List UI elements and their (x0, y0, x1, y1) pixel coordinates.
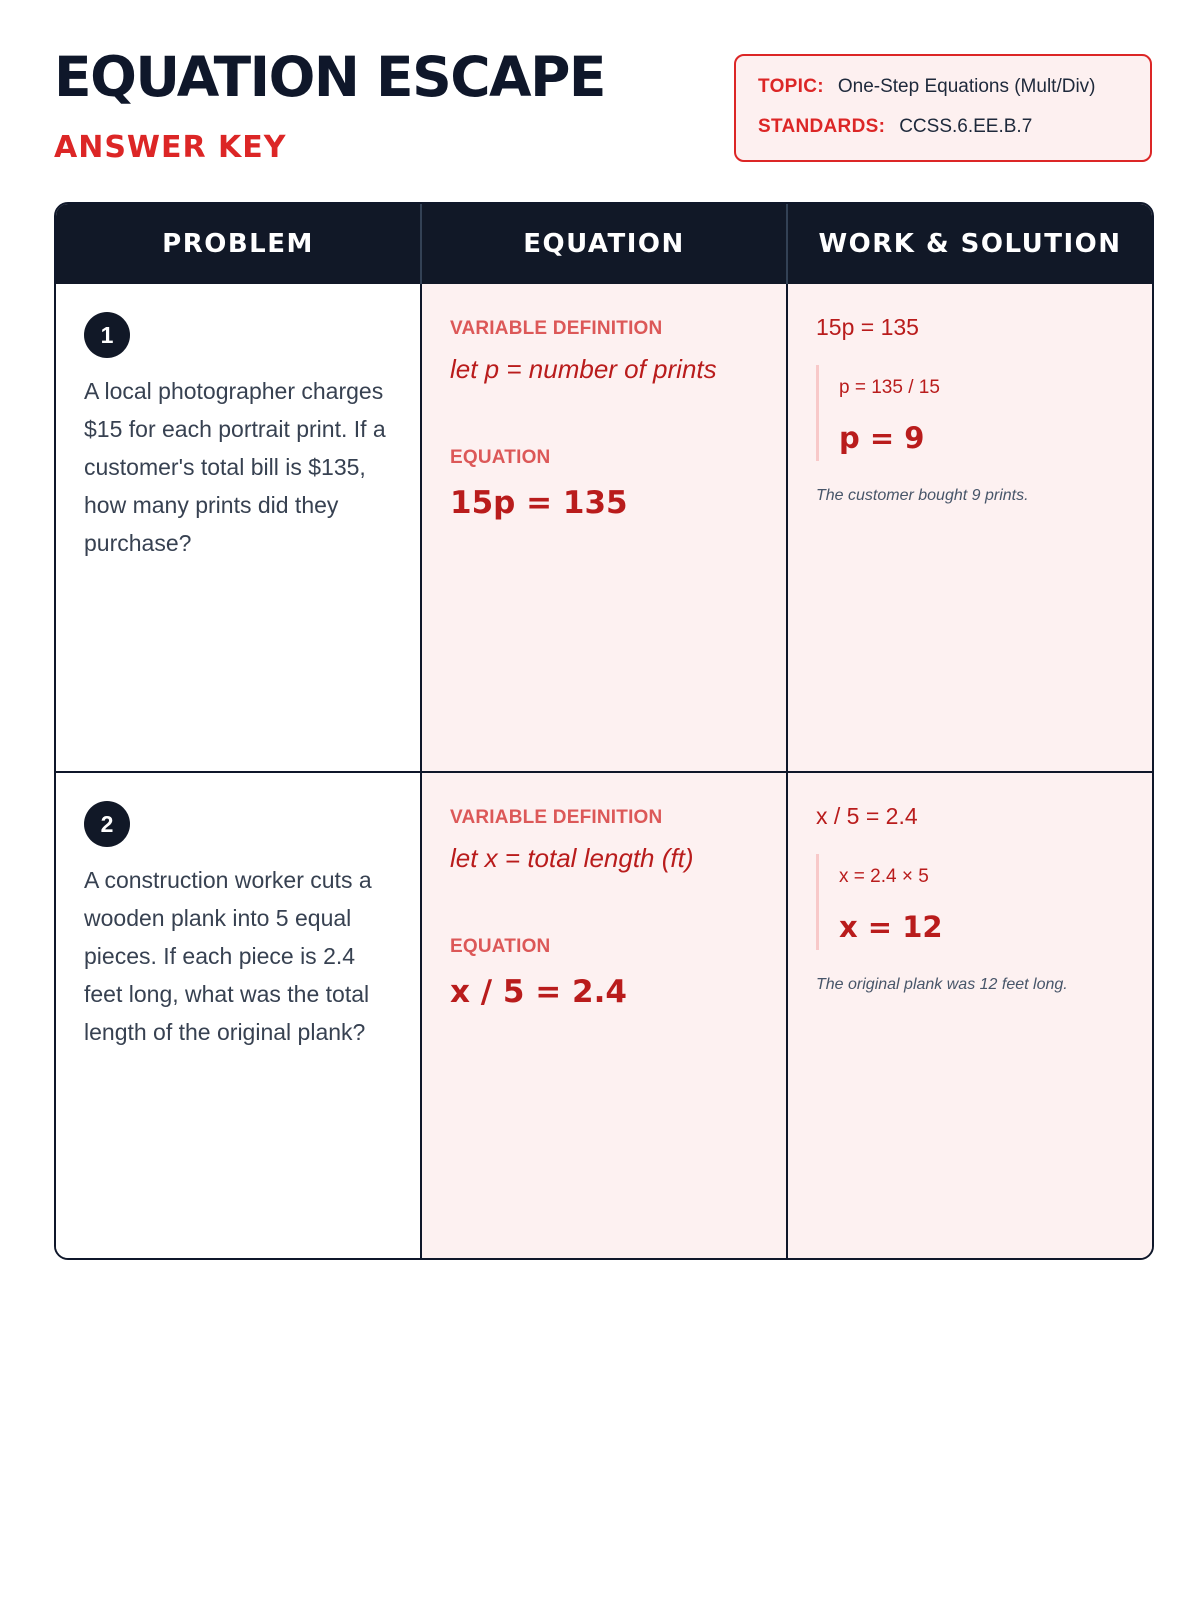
column-header-equation: EQUATION (420, 204, 786, 284)
variable-definition: let x = total length (ft) (450, 843, 694, 873)
work-step: x = 2.4 × 5 (839, 866, 929, 887)
work-steps (816, 365, 1124, 461)
equation: x / 5 = 2.4 (450, 974, 627, 1010)
solution-result: p = 9 (839, 421, 925, 455)
equation-label: EQUATION (450, 447, 551, 468)
equation-cell (420, 284, 786, 771)
worksheet-title: EQUATION ESCAPE (54, 45, 605, 109)
work-step: p = 135 / 15 (839, 377, 940, 398)
table-header (56, 204, 1152, 284)
variable-definition: let p = number of prints (450, 354, 717, 384)
topic-row (758, 76, 1150, 116)
problem-number-badge: 2 (84, 801, 130, 847)
problem-number-badge: 1 (84, 312, 130, 358)
work-solution-cell (786, 773, 1152, 1260)
variable-definition-label: VARIABLE DEFINITION (450, 318, 663, 339)
column-header-work-solution: WORK & SOLUTION (786, 204, 1152, 284)
problem-text: A construction worker cuts a wooden plank into 5 equal pieces. If each piece is 2.4 feet long, what was the total length of the original plank? (84, 867, 372, 1045)
work-start-equation: x / 5 = 2.4 (816, 803, 918, 829)
solution-result: x = 12 (839, 910, 943, 944)
problem-text: A local photographer charges $15 for each portrait print. If a customer's total bill is $135, how many prints did they purchase? (84, 378, 386, 556)
problem-cell (56, 773, 420, 1260)
equation-cell (420, 773, 786, 1260)
answer-table (54, 202, 1154, 1260)
work-solution-cell (786, 284, 1152, 771)
answer-key-subtitle: ANSWER KEY (54, 130, 287, 165)
topic-value: One-Step Equations (Mult/Div) (837, 76, 1096, 97)
column-header-problem: PROBLEM (162, 229, 314, 259)
solution-conclusion: The customer bought 9 prints. (816, 487, 1029, 504)
work-steps (816, 854, 1124, 950)
problem-cell (56, 284, 420, 771)
solution-conclusion: The original plank was 12 feet long. (816, 976, 1068, 993)
topic-standards-box (734, 54, 1152, 162)
equation-label: EQUATION (450, 936, 551, 957)
standards-value: CCSS.6.EE.B.7 (899, 116, 1033, 137)
equation: 15p = 135 (450, 485, 628, 521)
standards-label: STANDARDS: (758, 116, 886, 137)
work-start-equation: 15p = 135 (816, 314, 919, 340)
variable-definition-label: VARIABLE DEFINITION (450, 807, 663, 828)
table-row (56, 771, 1152, 1260)
topic-label: TOPIC: (758, 76, 824, 97)
standards-row (758, 116, 1150, 156)
table-row (56, 284, 1152, 771)
